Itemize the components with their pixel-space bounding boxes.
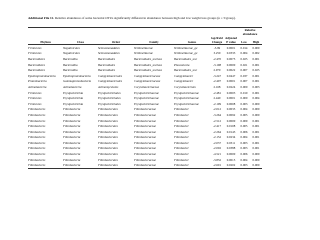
table-row xyxy=(28,123,262,129)
order-cell: Erysipelotrichales xyxy=(98,101,121,106)
phylum-cell: Epsilonproteobacteria xyxy=(28,73,56,78)
table-caption xyxy=(28,16,258,20)
low-cell: 0.004 xyxy=(240,51,248,56)
adjusted-p-cell: 0.0333 xyxy=(226,51,236,56)
family-cell: Fibrobacteraceae xyxy=(134,112,157,117)
phylum-cell: Firmicutes xyxy=(28,51,42,56)
phylum-cell: Fibrobacteres xyxy=(28,112,46,117)
low-cell: 0.000 xyxy=(240,96,248,101)
genus-cell: Fibrobacter xyxy=(174,162,210,168)
adjusted-p-cell: 0.0001 xyxy=(226,96,236,101)
log2fold-cell: -2.152 xyxy=(213,135,221,140)
genus-cell: Fibrobacter xyxy=(174,107,189,112)
log2fold-cell: -2.512 xyxy=(213,118,221,123)
high-cell: 0.000 xyxy=(252,112,260,117)
class-cell: Fibrobacteria xyxy=(63,146,81,151)
genus-cell: Fibrobacter xyxy=(174,152,189,157)
log2fold-cell: -3.198 xyxy=(213,62,221,67)
high-cell: 0.001 xyxy=(252,73,260,78)
adjusted-p-cell: 0.0388 xyxy=(226,146,236,151)
relative-abundance-header: Relative abundance xyxy=(238,28,262,37)
order-cell: Fibrobacterales xyxy=(98,112,118,117)
family-cell: Fibrobacteraceae xyxy=(134,107,157,112)
header-row-top xyxy=(28,28,262,37)
genus-cell: Erysipelotrichaceae xyxy=(174,90,199,95)
genus-cell: Fibrobacter xyxy=(174,112,189,117)
class-cell: Fibrobacteria xyxy=(63,112,81,117)
phylum-cell: Bacteroidetes xyxy=(28,56,45,61)
table-body xyxy=(28,45,262,169)
low-cell: 0.007 xyxy=(240,68,248,73)
table-row xyxy=(28,112,262,118)
log2fold-cell: -2.037 xyxy=(213,140,221,145)
low-cell: 0.004 xyxy=(240,107,248,112)
order-cell: Fibrobacterales xyxy=(98,162,134,168)
table-row xyxy=(28,51,262,57)
order-cell: Selenomonadales xyxy=(98,51,120,56)
adjusted-p-cell: 0.0022 xyxy=(226,68,236,73)
low-cell: 0.003 xyxy=(240,140,248,145)
class-cell: Fibrobacteria xyxy=(63,162,98,168)
genus-cell: Veillonellaceae_ge xyxy=(174,51,198,56)
log2fold-cell: -2.481 xyxy=(213,90,221,95)
table-row xyxy=(28,95,262,101)
class-cell: Fibrobacteria xyxy=(63,140,81,145)
phylum-cell: Bacteroidetes xyxy=(28,68,45,73)
caption-label: Additional File 12. xyxy=(28,16,55,20)
class-cell: Erysipelotrichia xyxy=(63,101,84,106)
low-cell: 0.000 xyxy=(240,84,248,89)
class-cell: Negativicutes xyxy=(63,51,80,56)
table-row xyxy=(28,101,262,107)
order-cell: Fibrobacterales xyxy=(98,107,118,112)
genus-cell: Fibrobacter xyxy=(174,118,189,123)
low-cell: 0.007 xyxy=(240,79,248,84)
phylum-cell: Firmicutes xyxy=(28,96,42,101)
high-cell: 0.003 xyxy=(252,84,260,89)
phylum-cell: Fibrobacteres xyxy=(28,146,46,151)
adjusted-p-cell: 0.0092 xyxy=(226,112,236,117)
abundance-table xyxy=(28,27,262,169)
phylum-cell: Fibrobacteres xyxy=(28,107,46,112)
log2fold-cell: -2.601 xyxy=(210,162,224,168)
phylum-cell: Fibrobacteres xyxy=(28,129,46,134)
genus-cell: Bacteroidales_unc xyxy=(174,68,198,73)
genus-cell: Campylobacter xyxy=(174,79,194,84)
class-cell: Erysipelotrichia xyxy=(63,96,84,101)
phylum-cell: Firmicutes xyxy=(28,101,42,106)
class-cell: Gammaproteobacteria xyxy=(63,79,92,84)
table-row xyxy=(28,79,262,85)
low-cell: 0.005 xyxy=(240,124,248,129)
class-header: Class xyxy=(63,36,98,45)
order-cell: Campylobacterales xyxy=(98,79,123,84)
high-cell: 0.000 xyxy=(252,101,260,106)
high-cell: 0.001 xyxy=(252,146,260,151)
table-row xyxy=(28,90,262,96)
adjusted-p-cell: 0.0001 xyxy=(226,79,236,84)
log2fold-cell: -2.002 xyxy=(213,146,221,151)
low-cell: 0.006 xyxy=(240,129,248,134)
table-row xyxy=(28,62,262,68)
low-cell: 0.014 xyxy=(240,45,248,50)
adjusted-p-cell: 0.0202 xyxy=(224,162,238,168)
log2fold-cell: 2.970 xyxy=(213,68,221,73)
high-cell: 0.002 xyxy=(252,51,260,56)
order-cell: Fibrobacterales xyxy=(98,118,118,123)
order-cell: Fibrobacterales xyxy=(98,135,118,140)
high-cell: 0.001 xyxy=(252,118,260,123)
high-cell: 0.001 xyxy=(252,62,260,67)
adjusted-p-cell: 0.0000 xyxy=(226,118,236,123)
phylum-cell: Proteobacteria xyxy=(28,79,47,84)
adjusted-p-cell: 0.0008 xyxy=(226,101,236,106)
low-cell: 0.006 xyxy=(240,152,248,157)
order-cell: Fibrobacterales xyxy=(98,124,118,129)
adjusted-p-cell: 0.0003 xyxy=(226,90,236,95)
table-row xyxy=(28,129,262,135)
adjusted-p-cell: 0.0000 xyxy=(226,62,236,67)
phylum-cell: Fibrobacteres xyxy=(28,162,63,168)
adjusted-p-cell: 0.0108 xyxy=(226,124,236,129)
high-cell: 0.004 xyxy=(252,96,260,101)
phylum-cell: Firmicutes xyxy=(28,45,42,50)
genus-cell: Fibrobacter xyxy=(174,129,189,134)
adjusted-p-cell: 0.0143 xyxy=(226,129,236,134)
class-cell: Actinobacteria xyxy=(63,84,82,89)
adjusted-p-cell: 0.0311 xyxy=(226,140,236,145)
class-cell: Fibrobacteria xyxy=(63,135,81,140)
log2fold-cell: -2.012 xyxy=(213,107,221,112)
genus-cell: Erysipelotrichaceae xyxy=(174,96,199,101)
class-cell: Fibrobacteria xyxy=(63,124,81,129)
high-cell: 0.001 xyxy=(252,79,260,84)
family-cell: Fibrobacteraceae xyxy=(134,162,174,168)
log2fold-cell: 3.250 xyxy=(213,51,221,56)
order-cell: Fibrobacterales xyxy=(98,152,118,157)
table-row xyxy=(28,140,262,146)
adjusted-p-cell: 0.0000 xyxy=(226,152,236,157)
family-cell: Campylobacteraceae xyxy=(134,73,161,78)
family-cell: Fibrobacteraceae xyxy=(134,118,157,123)
adjusted-p-header: Adjusted P value xyxy=(224,36,238,44)
log2fold-header: log2Fold Change xyxy=(211,36,223,44)
phylum-cell: Fibrobacteres xyxy=(28,118,46,123)
family-cell: Bacteroidales_unclass xyxy=(134,62,162,67)
class-cell: Fibrobacteria xyxy=(63,129,81,134)
order-cell: Fibrobacterales xyxy=(98,146,118,151)
adjusted-p-cell: 0.0234 xyxy=(226,135,236,140)
low-cell: 0.025 xyxy=(240,56,248,61)
adjusted-p-cell: 0.0224 xyxy=(226,84,236,89)
family-cell: Veillonellaceae xyxy=(134,51,153,56)
phylum-cell: Fibrobacteres xyxy=(28,135,46,140)
order-cell: Bacteroidales xyxy=(98,56,116,61)
genus-cell: Bacteroidales_unc xyxy=(174,56,198,61)
family-cell: Bacteroidales_unclass xyxy=(134,68,162,73)
table-row xyxy=(28,118,262,124)
genus-cell: Fibrobacter xyxy=(174,124,189,129)
log2fold-cell: -3.247 xyxy=(213,73,221,78)
phylum-cell: Fibrobacteres xyxy=(28,140,46,145)
order-cell: Erysipelotrichales xyxy=(98,90,121,95)
phylum-cell: Actinobacteria xyxy=(28,84,47,89)
phylum-cell: Fibrobacteres xyxy=(28,124,46,129)
log2fold-cell: 2.168 xyxy=(213,84,221,89)
adjusted-p-cell: 0.0035 xyxy=(226,107,236,112)
adjusted-p-cell: 0.0447 xyxy=(226,73,236,78)
genus-cell: Phocaeicola xyxy=(174,62,190,67)
class-cell: Bacteroidia xyxy=(63,56,78,61)
family-cell: Fibrobacteraceae xyxy=(134,146,157,151)
family-cell: Erysipelotrichaceae xyxy=(134,96,159,101)
high-cell: 0.001 xyxy=(252,124,260,129)
class-cell: Bacteroidia xyxy=(63,68,78,73)
genus-cell: Fibrobacter xyxy=(174,157,189,162)
family-cell: Fibrobacteraceae xyxy=(134,129,157,134)
low-cell: 0.003 xyxy=(238,162,250,168)
genus-cell: Veillonellaceae_ge xyxy=(174,45,198,50)
high-cell: 0.000 xyxy=(250,162,262,168)
adjusted-p-cell: 0.0075 xyxy=(226,56,236,61)
order-cell: Erysipelotrichales xyxy=(98,96,121,101)
adjusted-p-cell: 0.0001 xyxy=(226,45,236,50)
class-cell: Fibrobacteria xyxy=(63,107,81,112)
header-row xyxy=(28,36,262,45)
class-cell: Fibrobacteria xyxy=(63,118,81,123)
table-row xyxy=(28,135,262,141)
table-row xyxy=(28,151,262,157)
high-cell: 0.000 xyxy=(252,152,260,157)
high-cell: 0.001 xyxy=(252,129,260,134)
log2fold-cell: -2.264 xyxy=(213,129,221,134)
phylum-cell: Bacteroidetes xyxy=(28,62,45,67)
family-cell: Corynebacteriaceae xyxy=(134,84,160,89)
family-cell: Fibrobacteraceae xyxy=(134,140,157,145)
high-cell: 0.001 xyxy=(252,140,260,145)
phylum-cell: Fibrobacteres xyxy=(28,152,46,157)
genus-cell: Campylobacter xyxy=(174,73,194,78)
genus-cell: Fibrobacter xyxy=(174,146,189,151)
family-cell: Campylobacteraceae xyxy=(134,79,161,84)
family-cell: Fibrobacteraceae xyxy=(134,124,157,129)
high-cell: 0.000 xyxy=(252,157,260,162)
family-cell: Fibrobacteraceae xyxy=(134,135,157,140)
low-cell: 0.010 xyxy=(240,90,248,95)
caption-text: Relative abundance of some bacterial OTUs significantly different in abundance between high and low weight loss groups (n = 5/group). xyxy=(54,16,236,20)
log2fold-cell: -2.470 xyxy=(213,56,221,61)
order-cell: Selenomonadales xyxy=(98,45,120,50)
log2fold-cell: -2.417 xyxy=(213,124,221,129)
phylum-cell: Fibrobacteres xyxy=(28,157,46,162)
table-row xyxy=(28,73,262,79)
high-header: High xyxy=(250,36,262,45)
family-cell: Fibrobacteraceae xyxy=(134,157,157,162)
log2fold-cell: -4.521 xyxy=(213,152,221,157)
genus-cell: Fibrobacter xyxy=(174,135,189,140)
order-cell: Fibrobacterales xyxy=(98,140,118,145)
phylum-header: Phylum xyxy=(28,36,63,45)
adjusted-p-cell: 0.0015 xyxy=(226,157,236,162)
low-cell: 0.009 xyxy=(240,118,248,123)
order-cell: Bacteroidales xyxy=(98,68,116,73)
low-header: Low xyxy=(238,36,250,45)
log2fold-cell: -3.264 xyxy=(213,112,221,117)
table-row xyxy=(28,157,262,163)
log2fold-cell: -3.832 xyxy=(213,157,221,162)
high-cell: 0.001 xyxy=(252,135,260,140)
class-cell: Fibrobacteria xyxy=(63,152,81,157)
order-cell: Actinomycetales xyxy=(98,84,119,89)
low-cell: 0.004 xyxy=(240,135,248,140)
low-cell: 0.003 xyxy=(240,146,248,151)
order-header: Order xyxy=(98,36,134,45)
low-cell: 0.004 xyxy=(240,157,248,162)
family-cell: Fibrobacteraceae xyxy=(134,152,157,157)
high-cell: 0.001 xyxy=(252,56,260,61)
order-cell: Bacteroidales xyxy=(98,62,116,67)
genus-cell: Corynebacterium xyxy=(174,84,196,89)
table-row xyxy=(28,146,262,152)
log2fold-cell: -2.407 xyxy=(213,79,221,84)
log2fold-cell: 2.440 xyxy=(213,96,221,101)
family-header: Family xyxy=(134,36,174,45)
table-row xyxy=(28,67,262,73)
table-row xyxy=(28,84,262,90)
high-cell: 0.025 xyxy=(252,68,260,73)
class-cell: Bacteroidia xyxy=(63,62,78,67)
log2fold-cell: -3.99 xyxy=(213,45,221,50)
table-row xyxy=(28,107,262,113)
order-cell: Fibrobacterales xyxy=(98,129,118,134)
class-cell: Epsilonproteobacteria xyxy=(63,73,91,78)
family-cell: Veillonellaceae xyxy=(134,45,153,50)
genus-cell: Fibrobacter xyxy=(174,140,189,145)
class-cell: Fibrobacteria xyxy=(63,157,81,162)
high-cell: 0.000 xyxy=(252,107,260,112)
low-cell: 0.003 xyxy=(240,101,248,106)
class-cell: Negativicutes xyxy=(63,45,80,50)
class-cell: Erysipelotrichia xyxy=(63,90,84,95)
log2fold-cell: -2.199 xyxy=(213,101,221,106)
high-cell: 0.000 xyxy=(252,45,260,50)
order-cell: Campylobacterales xyxy=(98,73,123,78)
phylum-cell: Firmicutes xyxy=(28,90,42,95)
family-cell: Bacteroidales_unclass xyxy=(134,56,162,61)
family-cell: Erysipelotrichaceae xyxy=(134,101,159,106)
family-cell: Erysipelotrichaceae xyxy=(134,90,159,95)
genus-cell: Erysipelotrichaceae xyxy=(174,101,199,106)
low-cell: 0.005 xyxy=(240,112,248,117)
low-cell: 0.037 xyxy=(240,73,248,78)
table-row xyxy=(28,45,262,51)
high-cell: 0.001 xyxy=(252,90,260,95)
order-cell: Fibrobacterales xyxy=(98,157,118,162)
table-row xyxy=(28,56,262,62)
low-cell: 0.021 xyxy=(240,62,248,67)
table-row xyxy=(28,162,262,168)
genus-header: Genus xyxy=(174,36,210,45)
